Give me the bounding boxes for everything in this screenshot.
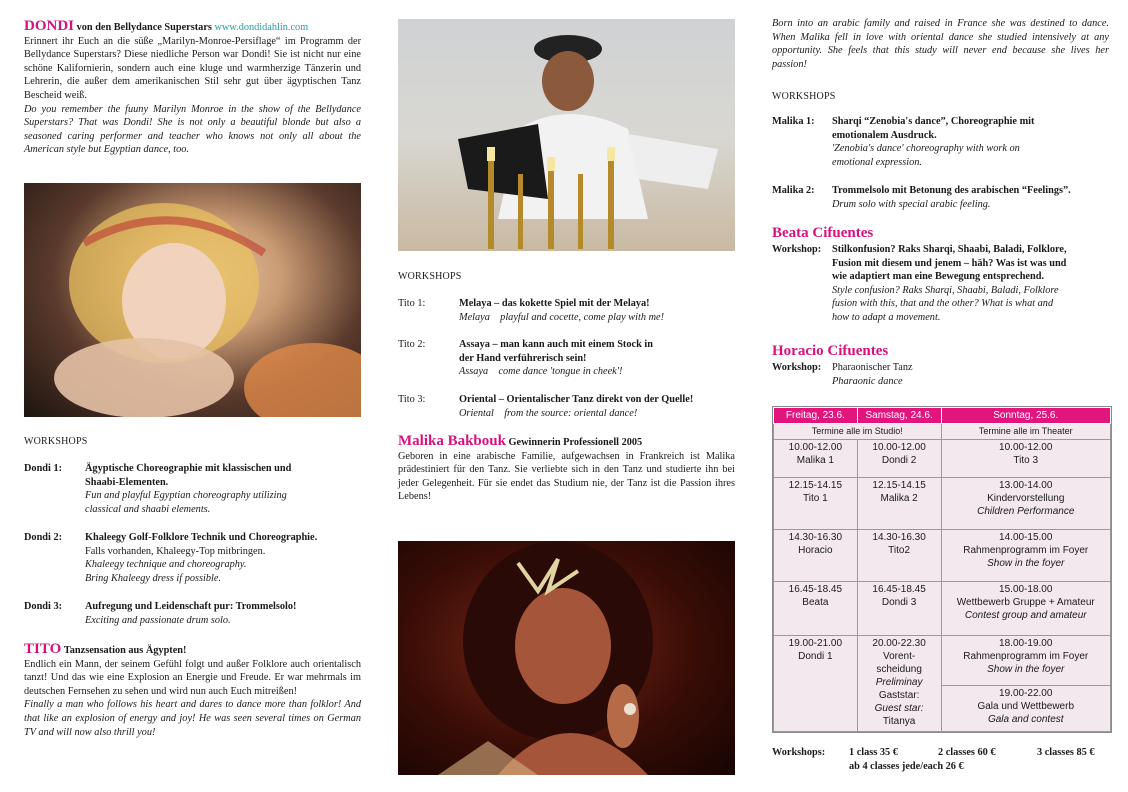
workshop-title-line: Melaya – das kokette Spiel mit der Melaya! [459,298,650,309]
slot-title: Dondi 2 [881,455,917,466]
workshop-desc-line: how to adapt a movement. [832,311,941,323]
price-2-classes: 2 classes 60 € [938,747,996,758]
malika-photo [398,541,735,775]
day-header-saturday: Samstag, 24.6. [857,408,941,424]
slot-title-en: Children Performance [977,506,1075,517]
workshop-desc-line: Exciting and passionate drum solo. [85,614,231,626]
slot-title: Malika 1 [796,455,834,466]
workshop-desc-line: classical and shaabi elements. [85,503,211,515]
workshop-horacio [772,361,1109,391]
workshop-tito-1 [398,297,735,327]
workshop-malika-2 [772,184,1109,214]
slot-title: Wettbewerb Gruppe + Amateur [956,597,1095,608]
workshop-label: Malika 1: [772,116,815,127]
workshop-dondi-2 [24,531,361,591]
slot-title: Vorent- [882,651,916,662]
tito-bio-en: Finally a man who follows his heart and dares to dance more than folklor! And that like an explosion of energy and joy! He was seen several times on German TV and will now also thrill you! [24,699,361,738]
slot-guest-label: Gaststar: [878,690,920,701]
workshop-label: Workshop: [772,362,822,373]
table-row [774,636,1111,686]
workshop-title-line: emotionalem Ausdruck. [832,129,937,141]
slot-title: Tito 1 [803,493,828,504]
workshop-label: Tito 2: [398,339,426,350]
workshop-desc-line: Style confusion? Raks Sharqi, Shaabi, Baladi, Folklore [832,284,1059,296]
dondi-url-link[interactable]: www.dondidahlin.com [214,22,309,33]
workshop-title-line: Assaya – man kann auch mit einem Stock in [459,339,653,350]
slot-title-en: Preliminay [875,677,923,688]
slot-title: Rahmenprogramm im Foyer [963,545,1089,556]
tito-sub: Tanzsensation aus Ägypten! [63,645,187,656]
dondi-bio-en: Do you remember the fuuny Marilyn Monroe in the show of the Bellydance Superstars? That was Dondi! She is not only a beautiful blonde but also a seasoned caring performer and teacher who knows not only all about the American style but Egyptian dance, too. [24,103,361,156]
workshop-title-line: Pharaonischer Tanz [832,362,913,373]
dondi-name: DONDI [24,18,75,34]
slot-title: Horacio [798,545,833,556]
slot-time: 18.00-19.00 [999,638,1053,649]
slot-time: 13.00-14.00 [999,480,1053,491]
slot-time: 16.45-18.45 [788,584,843,595]
slot-time: 10.00-12.00 [999,442,1053,453]
workshop-desc-line: Assaya come dance 'tongue in cheek'! [459,366,623,378]
day-header-friday: Freitag, 23.6. [774,408,858,424]
table-row [774,582,1111,636]
slot-time: 20.00-22.30 [872,638,926,649]
price-4-classes: ab 4 classes jede/each 26 € [849,761,964,772]
slot-title: Rahmenprogramm im Foyer [963,651,1089,662]
malika-intro [398,435,735,504]
workshop-title-line: Ägyptische Choreographie mit klassischen und [85,463,292,474]
tito-intro [24,643,361,739]
malika-sub: Gewinnerin Professionell 2005 [508,437,643,448]
workshop-desc-line: fusion with this, that and the other? What is what and [832,298,1054,310]
malika-workshops-heading: WORKSHOPS [772,91,836,102]
slot-guest-label-en: Guest star: [874,703,924,714]
workshop-desc-line: Bring Khaleegy dress if possible. [85,572,222,584]
slot-time: 16.45-18.45 [872,584,926,595]
workshop-title-line: Aufregung und Leidenschaft pur: Trommelsolo! [85,601,297,612]
slot-time: 14.30-16.30 [872,532,926,543]
slot-time: 12.15-14.15 [788,480,843,491]
workshop-desc-line: Fun and playful Egyptian choreography utilizing [85,490,287,502]
dondi-intro [24,20,361,157]
workshop-title-line: Shaabi-Elementen. [85,476,169,488]
workshop-malika-1 [772,115,1109,173]
workshop-title-line: Stilkonfusion? Raks Sharqi, Shaabi, Baladi, Folklore, [832,244,1067,255]
slot-time: 10.00-12.00 [788,442,843,453]
dondi-bio-de: Erinnert ihr Euch an die süße „Marilyn-Monroe-Persiflage“ im Programm der Bellydance Superstars? Diese niedliche Person war Dondi! Sie ist nicht nur eine schöne Kalifornierin, sondern auch eine kluge und warmherzige Tänzerin und Lehrerin, die außer dem amerikanischen Stil sehr gut über ägyptischen Tanz Bescheid weiß. [24,35,361,101]
workshop-title-line: Oriental – Orientalischer Tanz direkt von der Quelle! [459,394,694,405]
workshop-desc-line: Oriental from the source: oriental dance! [459,407,638,419]
table-row [774,478,1111,530]
workshop-desc-line: emotional expression. [832,156,922,168]
tito-bio-de: Endlich ein Mann, der seinem Gefühl folgt und außer Folklore auch orientalisch tanzt! Und das wie eine Explosion an Energie und Freude. Er war mehrmals im deutschen Fernsehen zu sehen und wird nun auch Euch mitreißen! [24,658,361,697]
slot-title-en: Show in the foyer [987,664,1065,675]
schedule-table [772,406,1112,733]
prices-label: Workshops: [772,747,826,758]
workshop-title-line: wie adaptiert man eine Bewegung entsprechend. [832,271,1045,283]
workshop-dondi-3 [24,600,361,632]
beata-name: Beata Cifuentes [772,225,874,241]
workshop-label: Tito 1: [398,298,426,309]
dondi-from: von den Bellydance Superstars [76,22,212,33]
workshop-beata [772,243,1109,331]
slot-time: 14.30-16.30 [788,532,843,543]
tito-workshops-heading: WORKSHOPS [398,271,462,282]
workshop-title-line: Trommelsolo mit Betonung des arabischen “Feelings”. [832,185,1071,196]
slot-time: 19.00-22.00 [999,688,1053,699]
workshop-label: Dondi 3: [24,601,63,612]
venue-theater: Termine alle im Theater [941,424,1111,440]
workshop-title-line: der Hand verführerisch sein! [459,352,587,364]
workshop-dondi-1 [24,462,361,522]
slot-time: 14.00-15.00 [999,532,1053,543]
workshop-desc-line: Drum solo with special arabic feeling. [832,198,991,210]
price-3-classes: 3 classes 85 € [1037,747,1095,758]
slot-title: Dondi 3 [881,597,917,608]
venue-studio: Termine alle im Studio! [774,424,942,440]
workshop-desc-line: Pharaonic dance [832,375,903,387]
workshop-label: Dondi 1: [24,463,63,474]
price-1-class: 1 class 35 € [849,747,898,758]
workshop-label: Dondi 2: [24,532,63,543]
workshop-label: Malika 2: [772,185,815,196]
horacio-name: Horacio Cifuentes [772,343,889,359]
slot-title: Tito 3 [1013,455,1039,466]
dondi-workshops-heading: WORKSHOPS [24,436,88,447]
slot-title: Tito2 [888,545,911,556]
malika-bio-de: Geboren in eine arabische Familie, aufgewachsen in Frankreich ist Malika prädestiniert für den Tanz. Sie verliebte sich in den Tanz und studierte ihn bei jeder Gelegenheit. Für sie endet das Studium nie, der Tanz ist die Passion ihres Lebens! [398,450,735,503]
slot-title: Malika 2 [880,493,918,504]
workshop-label: Workshop: [772,244,822,255]
slot-time: 15.00-18.00 [999,584,1053,595]
slot-time: 12.15-14.15 [872,480,926,491]
malika-name: Malika Bakbouk [398,433,506,449]
table-row [774,440,1111,478]
slot-guest-name: Titanya [882,716,916,727]
workshop-title-line: Sharqi “Zenobia's dance”, Choreographie mit [832,116,1035,127]
workshop-desc-line: Melaya playful and cocette, come play with me! [459,311,665,323]
workshop-tito-2 [398,338,735,382]
table-row [774,530,1111,582]
slot-title: scheidung [876,664,922,675]
workshop-title-line: Khaleegy Golf-Folklore Technik und Choreographie. [85,532,318,543]
slot-title: Dondi 1 [798,651,833,662]
slot-title: Kindervorstellung [987,493,1065,504]
slot-title-en: Gala and contest [987,714,1064,725]
slot-title-en: Contest group and amateur [964,610,1087,621]
slot-title: Gala und Wettbewerb [977,701,1075,712]
slot-title: Beata [802,597,829,608]
workshop-desc-line: 'Zenobia's dance' choreography with work on [832,143,1020,155]
workshop-tito-3 [398,393,735,423]
tito-name: TITO [24,641,62,657]
slot-time: 10.00-12.00 [872,442,926,453]
workshop-label: Tito 3: [398,394,426,405]
dondi-photo [24,183,361,417]
malika-bio-en: Born into an arabic family and raised in France she was destined to dance. When Malika fell in love with oriental dance she studied intensively at any opportunity. She feels that this study will never end because she lives her passion! [772,18,1109,70]
tito-photo [398,19,735,251]
workshop-note-line: Falls vorhanden, Khaleegy-Top mitbringen. [85,545,266,557]
day-header-sunday: Sonntag, 25.6. [941,408,1111,424]
workshop-title-line: Fusion mit diesem und jenem – häh? Was ist was und [832,257,1067,269]
slot-title-en: Show in the foyer [987,558,1065,569]
slot-time: 19.00-21.00 [788,638,843,649]
workshop-desc-line: Khaleegy technique and choreography. [85,559,247,571]
